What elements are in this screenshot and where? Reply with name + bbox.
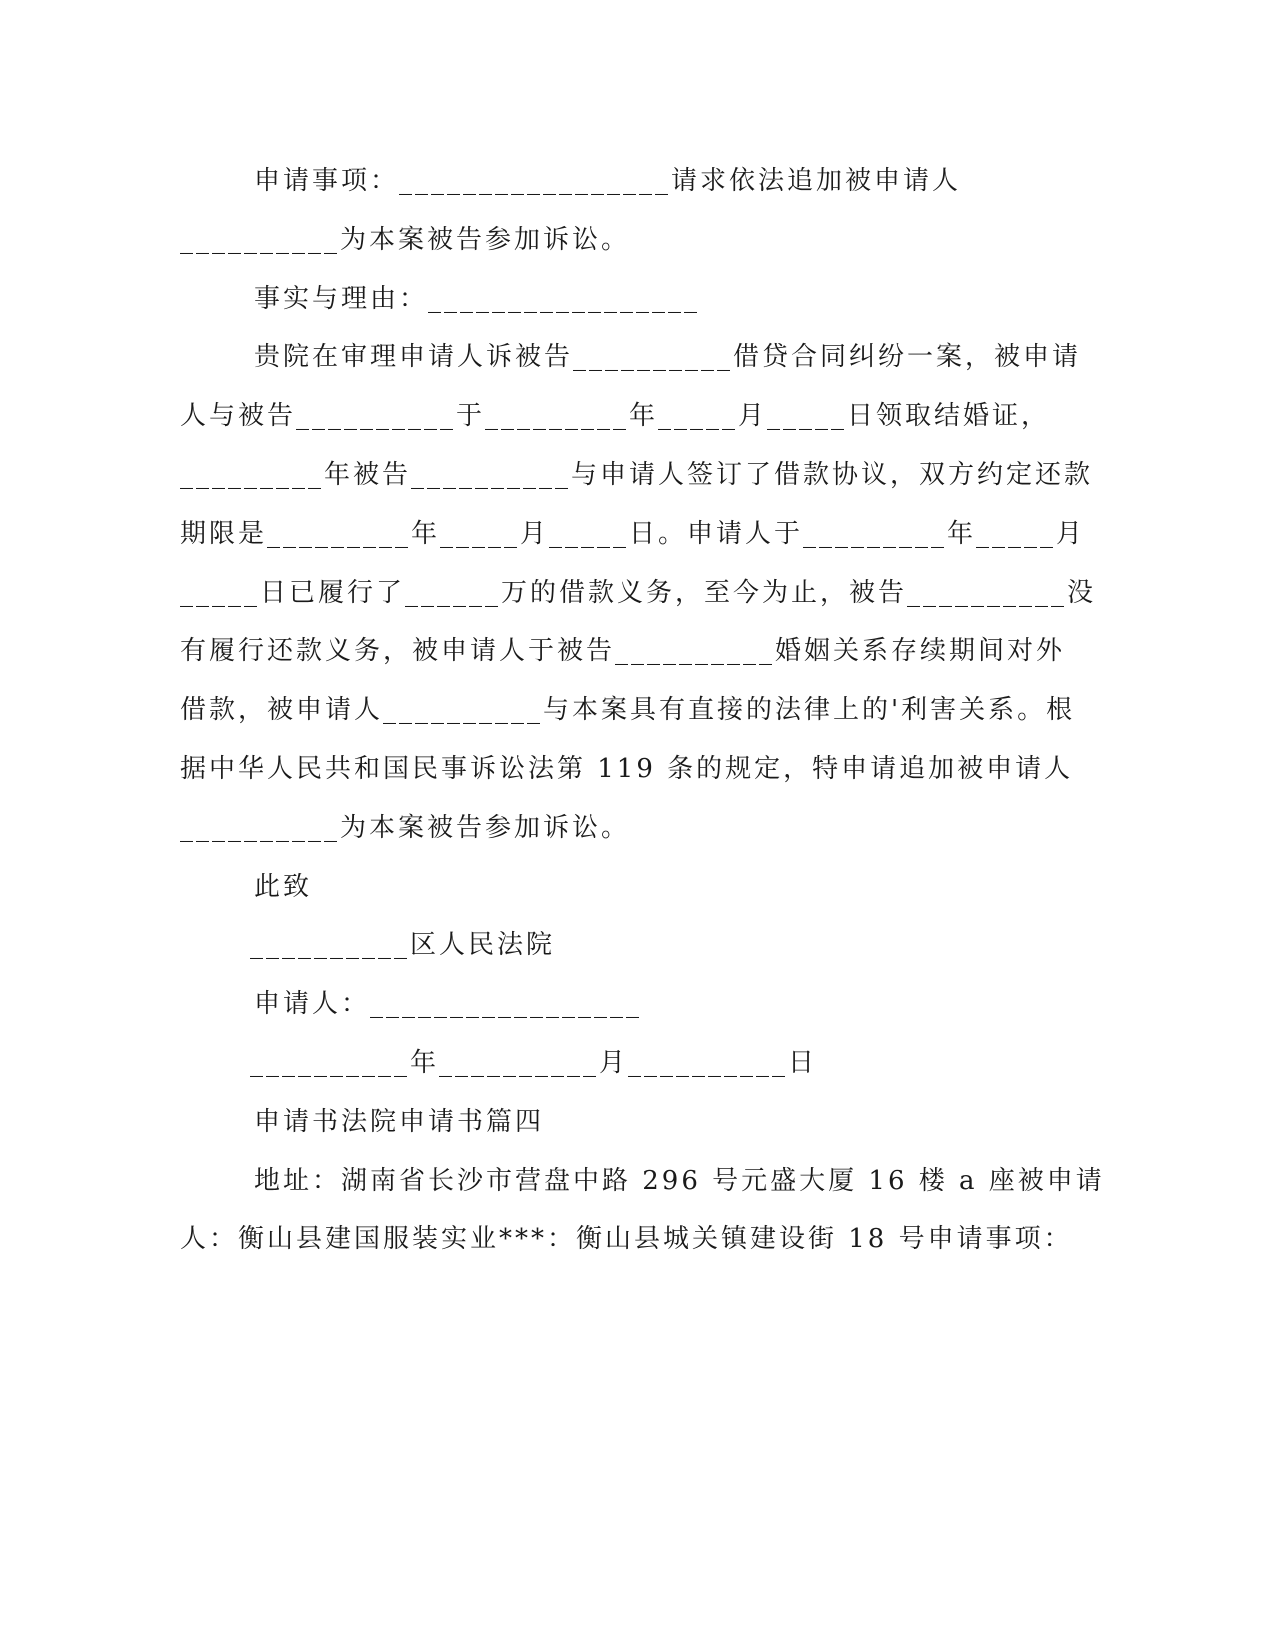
text-line: 贵院在审理申请人诉被告__________借贷合同纠纷一案，被申请	[254, 342, 1082, 372]
text-line: 据中华人民共和国民事诉讼法第 119 条的规定，特申请追加被申请人	[180, 754, 1074, 784]
text-line: __________为本案被告参加诉讼。	[180, 813, 631, 843]
text-line: 有履行还款义务，被申请人于被告__________婚姻关系存续期间对外	[180, 636, 1066, 666]
text-line: 申请人：_________________	[254, 989, 643, 1019]
text-line: __________区人民法院	[250, 930, 556, 960]
text-line: _____日已履行了______万的借款义务，至今为止，被告__________没	[180, 578, 1097, 608]
text-line: 申请事项：_________________请求依法追加被申请人	[254, 166, 962, 196]
text-line: 事实与理由：_________________	[254, 284, 701, 314]
text-line: 借款，被申请人__________与本案具有直接的法律上的'利害关系。根	[180, 695, 1076, 725]
text-line: 人：衡山县建国服装实业***：衡山县城关镇建设街 18 号申请事项：	[180, 1224, 1073, 1254]
text-line: _________年被告__________与申请人签订了借款协议，双方约定还款	[180, 460, 1094, 490]
text-line: __________为本案被告参加诉讼。	[180, 225, 631, 255]
text-line: 期限是_________年_____月_____日。申请人于_________年_____月	[180, 519, 1086, 549]
section-heading: 申请书法院申请书篇四	[254, 1107, 545, 1137]
text-line: 此致	[254, 872, 313, 902]
text-line: 地址：湖南省长沙市营盘中路 296 号元盛大厦 16 楼 a 座被申请	[254, 1166, 1105, 1196]
text-line: 人与被告__________于_________年_____月_____日领取结婚证，	[180, 401, 1051, 431]
text-line: __________年__________月__________日	[250, 1048, 818, 1078]
